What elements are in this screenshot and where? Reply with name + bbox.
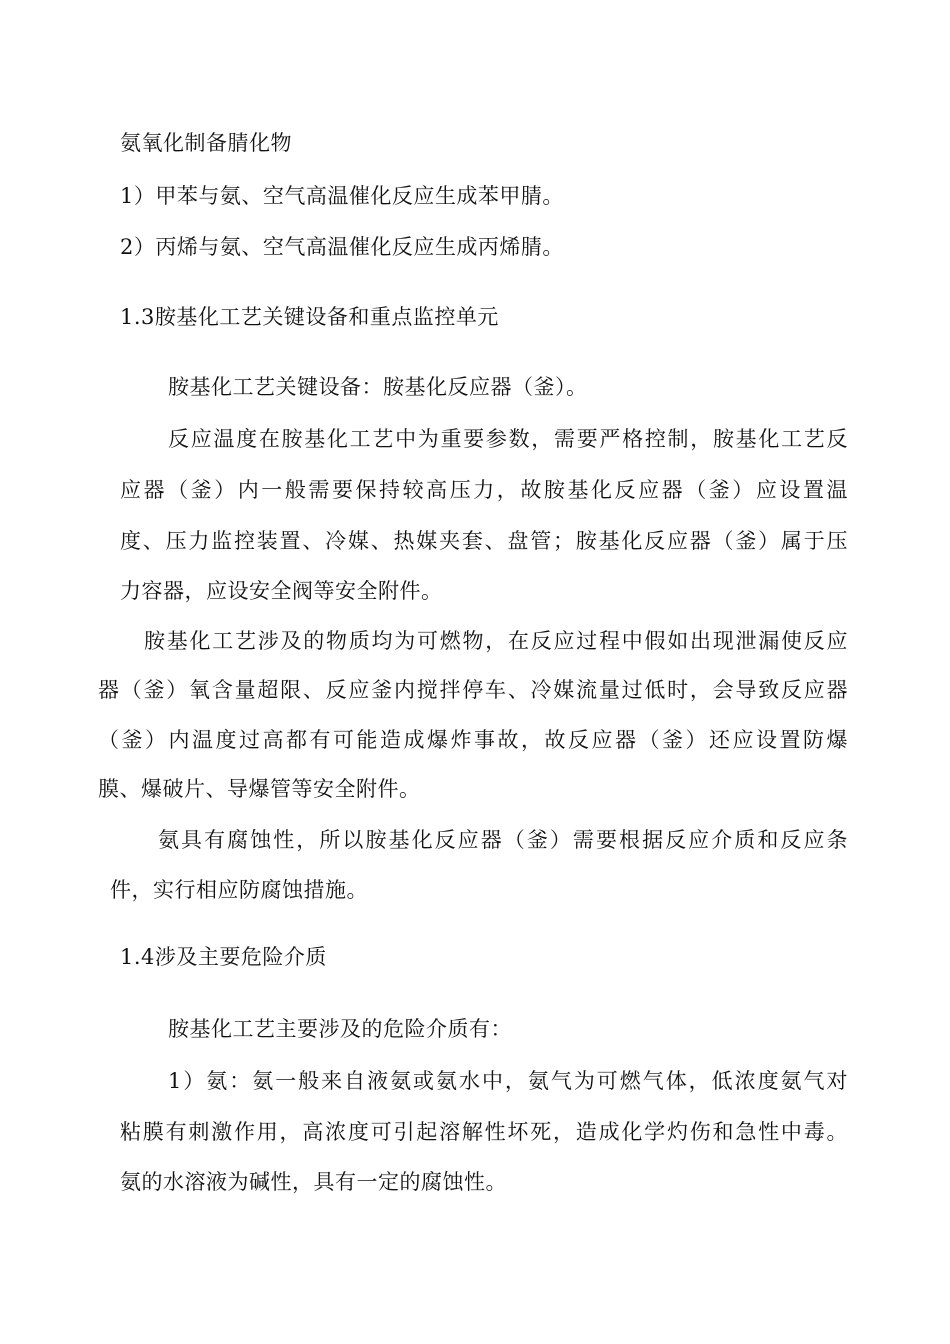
section-heading-1-3: 1.3胺基化工艺关键设备和重点监控单元 [120,305,499,329]
paragraph-line: 应器（釜）内一般需要保持较高压力，故胺基化反应器（釜）应设置温 [120,478,848,502]
paragraph-line: 氨的水溶液为碱性，具有一定的腐蚀性。 [120,1170,507,1194]
paragraph-line: 反应温度在胺基化工艺中为重要参数，需要严格控制，胺基化工艺反 [168,427,848,451]
paragraph-line: 胺基化工艺涉及的物质均为可燃物，在反应过程中假如出现泄漏使反应 [144,629,848,653]
paragraph-line: 件，实行相应防腐蚀措施。 [110,878,368,902]
section-heading: 氨氧化制备腈化物 [120,131,292,155]
paragraph-line: 氨具有腐蚀性，所以胺基化反应器（釜）需要根据反应介质和反应条 [158,828,848,852]
paragraph-line: 胺基化工艺主要涉及的危险介质有： [168,1017,512,1041]
paragraph-line: 度、压力监控装置、冷媒、热媒夹套、盘管；胺基化反应器（釜）属于压 [120,529,848,553]
paragraph-line: 粘膜有刺激作用，高浓度可引起溶解性坏死，造成化学灼伤和急性中毒。 [120,1120,848,1144]
paragraph-line: 器（釜）氧含量超限、反应釜内搅拌停车、冷媒流量过低时，会导致反应器 [98,678,848,702]
paragraph-line: 1）氨：氨一般来自液氨或氨水中，氨气为可燃气体，低浓度氨气对 [168,1069,848,1093]
paragraph-line: 膜、爆破片、导爆管等安全附件。 [98,777,421,801]
paragraph-line: （釜）内温度过高都有可能造成爆炸事故，故反应器（釜）还应设置防爆 [98,728,848,752]
paragraph-line: 力容器，应设安全阀等安全附件。 [120,579,443,603]
section-heading-1-4: 1.4涉及主要危险介质 [120,945,327,969]
paragraph-line: 胺基化工艺关键设备：胺基化反应器（釜）。 [168,375,588,399]
list-item: 1）甲苯与氨、空气高温催化反应生成苯甲腈。 [120,184,564,208]
list-item: 2）丙烯与氨、空气高温催化反应生成丙烯腈。 [120,235,564,259]
